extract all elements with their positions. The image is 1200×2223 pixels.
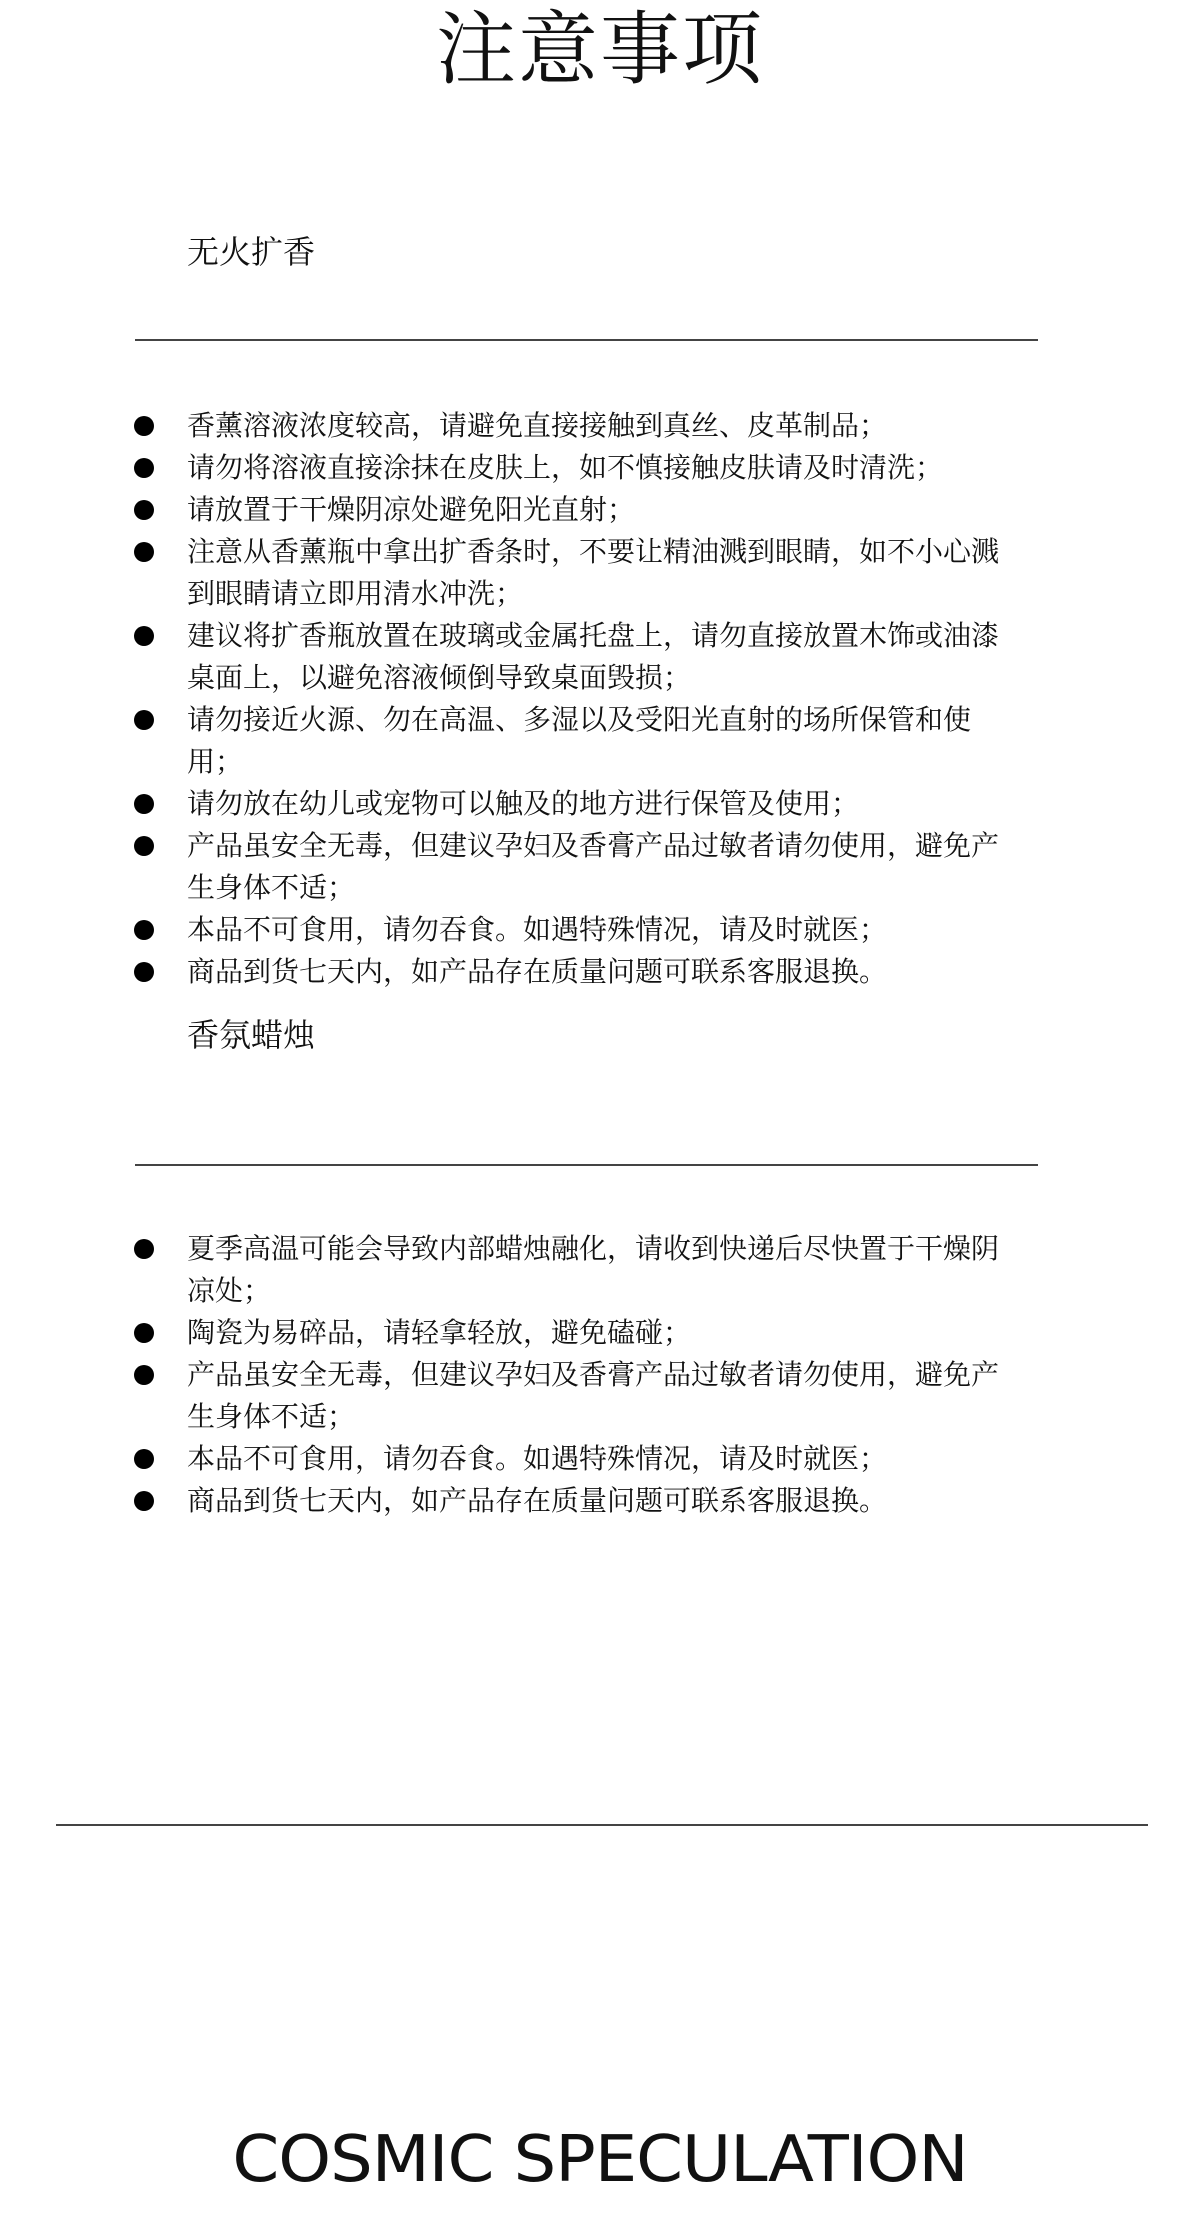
list-item: 产品虽安全无毒，但建议孕妇及香膏产品过敏者请勿使用，避免产生身体不适；	[0, 1354, 1022, 1438]
flameless-diffuser-notice-list	[0, 405, 1200, 993]
bullet-dot	[134, 458, 154, 478]
bullet-dot	[134, 542, 154, 562]
list-item: 陶瓷为易碎品，请轻拿轻放，避免磕碰；	[0, 1312, 1022, 1354]
bullet-dot	[134, 500, 154, 520]
list-item: 香薰溶液浓度较高，请避免直接接触到真丝、皮革制品；	[0, 405, 1022, 447]
brand-logo: COSMIC SPECULATION	[232, 2123, 968, 2197]
footer-divider	[56, 1824, 1148, 1826]
list-item: 请勿将溶液直接涂抹在皮肤上，如不慎接触皮肤请及时清洗；	[0, 447, 1022, 489]
bullet-dot	[134, 710, 154, 730]
list-item: 注意从香薰瓶中拿出扩香条时，不要让精油溅到眼睛，如不小心溅到眼睛请立即用清水冲洗；	[0, 531, 1022, 615]
bullet-dot	[134, 1239, 154, 1259]
bullet-dot	[134, 920, 154, 940]
section-title-flameless-diffuser: 无火扩香	[187, 233, 316, 271]
bullet-dot	[134, 1491, 154, 1511]
list-item: 建议将扩香瓶放置在玻璃或金属托盘上，请勿直接放置木饰或油漆桌面上，以避免溶液倾倒导致桌面毁损；	[0, 615, 1022, 699]
page-title: 注意事项	[436, 3, 764, 96]
list-item: 请放置于干燥阴凉处避免阳光直射；	[0, 489, 1022, 531]
list-item: 产品虽安全无毒，但建议孕妇及香膏产品过敏者请勿使用，避免产生身体不适；	[0, 825, 1022, 909]
bullet-dot	[134, 626, 154, 646]
section-divider	[135, 339, 1038, 341]
scented-candle-notice-list	[0, 1228, 1200, 1522]
section-title-scented-candle: 香氛蜡烛	[187, 1016, 316, 1054]
bullet-dot	[134, 1323, 154, 1343]
list-item: 本品不可食用，请勿吞食。如遇特殊情况，请及时就医；	[0, 909, 1022, 951]
bullet-dot	[134, 836, 154, 856]
bullet-dot	[134, 416, 154, 436]
list-item: 请勿放在幼儿或宠物可以触及的地方进行保管及使用；	[0, 783, 1022, 825]
bullet-dot	[134, 1449, 154, 1469]
section-divider	[135, 1164, 1038, 1166]
list-item: 请勿接近火源、勿在高温、多湿以及受阳光直射的场所保管和使用；	[0, 699, 1022, 783]
bullet-dot	[134, 1365, 154, 1385]
list-item: 商品到货七天内，如产品存在质量问题可联系客服退换。	[0, 1480, 1022, 1522]
list-item: 商品到货七天内，如产品存在质量问题可联系客服退换。	[0, 951, 1022, 993]
list-item: 夏季高温可能会导致内部蜡烛融化，请收到快递后尽快置于干燥阴凉处；	[0, 1228, 1022, 1312]
bullet-dot	[134, 794, 154, 814]
list-item: 本品不可食用，请勿吞食。如遇特殊情况，请及时就医；	[0, 1438, 1022, 1480]
bullet-dot	[134, 962, 154, 982]
